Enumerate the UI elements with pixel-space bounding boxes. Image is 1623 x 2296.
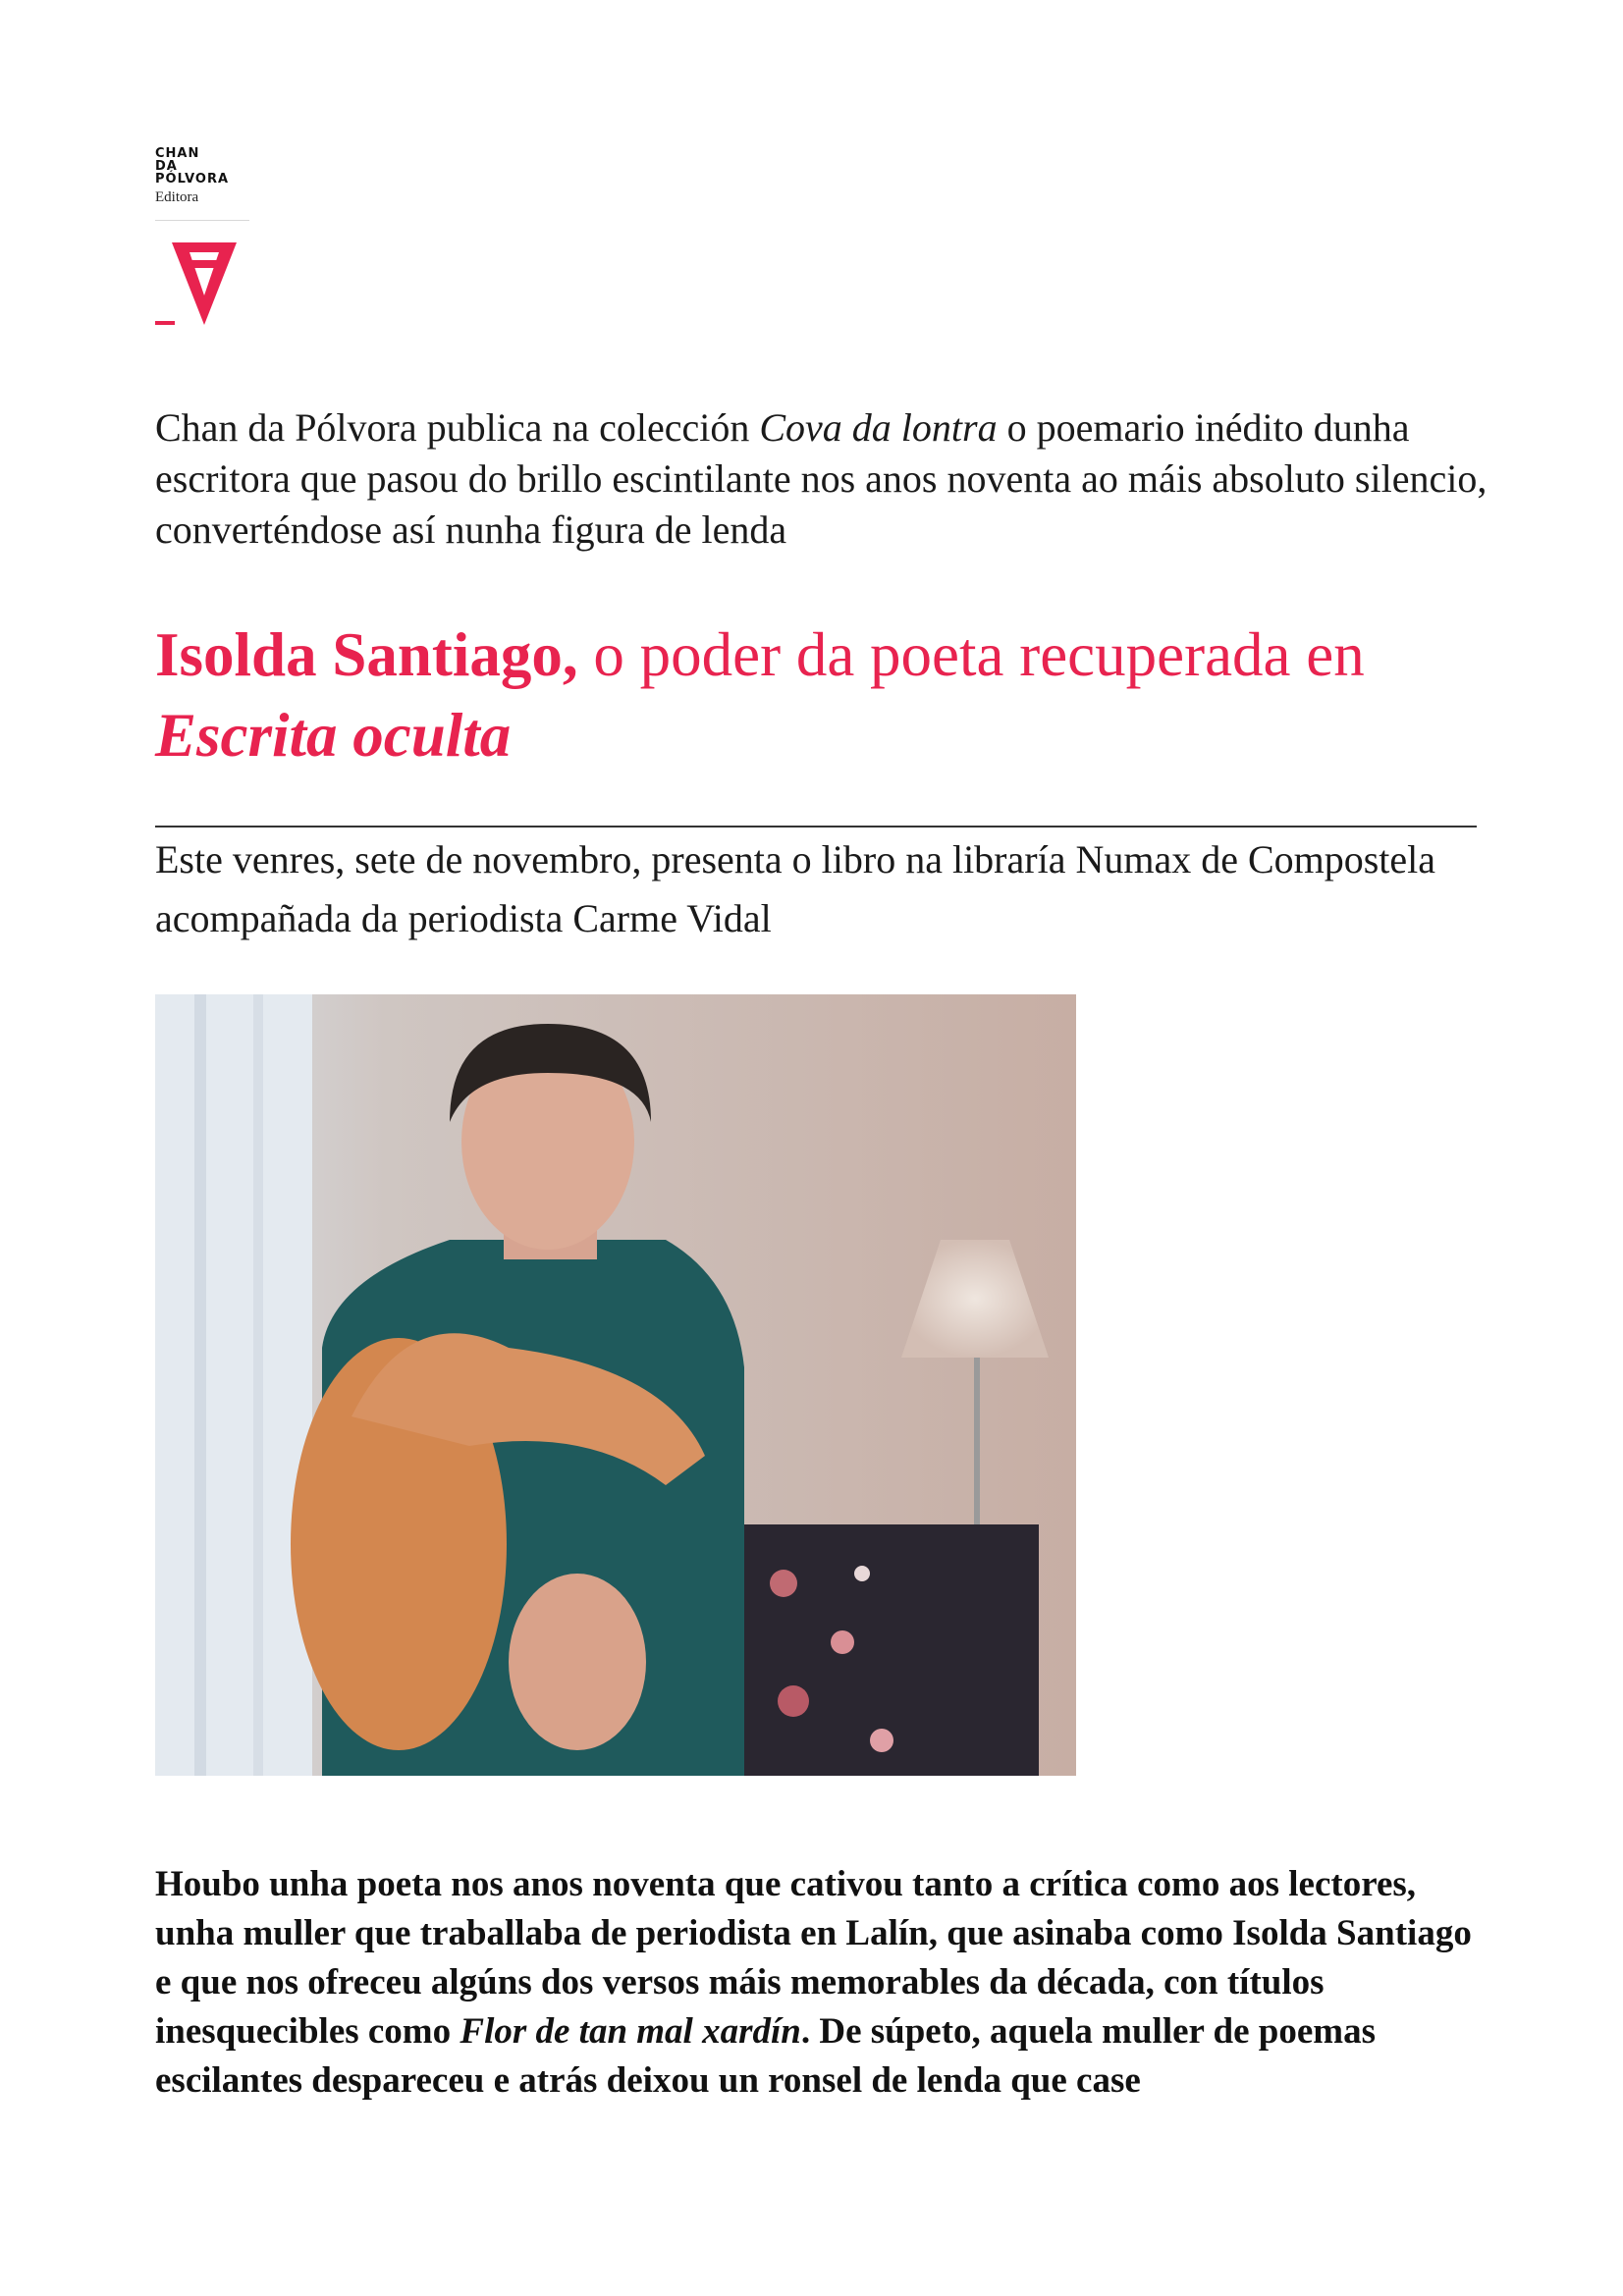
intro-text-2: o poemario inédito dunha escritora que pasou do brillo escintilante nos anos noventa ao máis absoluto silencio, converténdose así nunha figura de lenda	[155, 405, 1488, 552]
intro-text-1: Chan da Pólvora publica na colección	[155, 405, 760, 450]
logo-editora: Editora	[155, 189, 199, 205]
logo-word-chan: CHAN	[155, 146, 200, 161]
logo-word-polvora: PÓLVORA	[155, 172, 230, 187]
inverted-a-logo-icon	[155, 240, 253, 329]
logo-word-da: DA	[155, 159, 178, 174]
headline-author-name: Isolda Santiago,	[155, 620, 578, 689]
body-paragraph	[155, 1860, 1490, 2106]
headline-divider	[155, 826, 1477, 828]
collection-name: Cova da lontra	[759, 405, 998, 450]
publisher-logo	[155, 147, 253, 334]
body-text-1: Houbo unha poeta nos anos noventa que cativou tanto a crítica como aos lectores, unha muller que traballaba de periodista en Lalín, que asinaba como Isolda Santiago e que nos ofreceu algúns dos versos máis memorables da década, con títulos inesquecibles como	[155, 1864, 1472, 2052]
headline-text: o poder da poeta recuperada en	[577, 620, 1365, 689]
poem-book-title: Flor de tan mal xardín	[460, 2011, 801, 2052]
logo-divider	[155, 220, 249, 221]
headline	[155, 614, 1490, 775]
intro-paragraph	[155, 402, 1490, 556]
headline-book-title: Escrita oculta	[155, 701, 512, 770]
author-photo	[155, 994, 1076, 1776]
subheadline: Este venres, sete de novembro, presenta o libro na libraría Numax de Compostela acompañada da periodista Carme Vidal	[155, 837, 1436, 940]
body-text-2: . De súpeto, aquela muller de poemas escilantes despareceu e atrás deixou un ronsel de lenda que case	[155, 2011, 1376, 2101]
